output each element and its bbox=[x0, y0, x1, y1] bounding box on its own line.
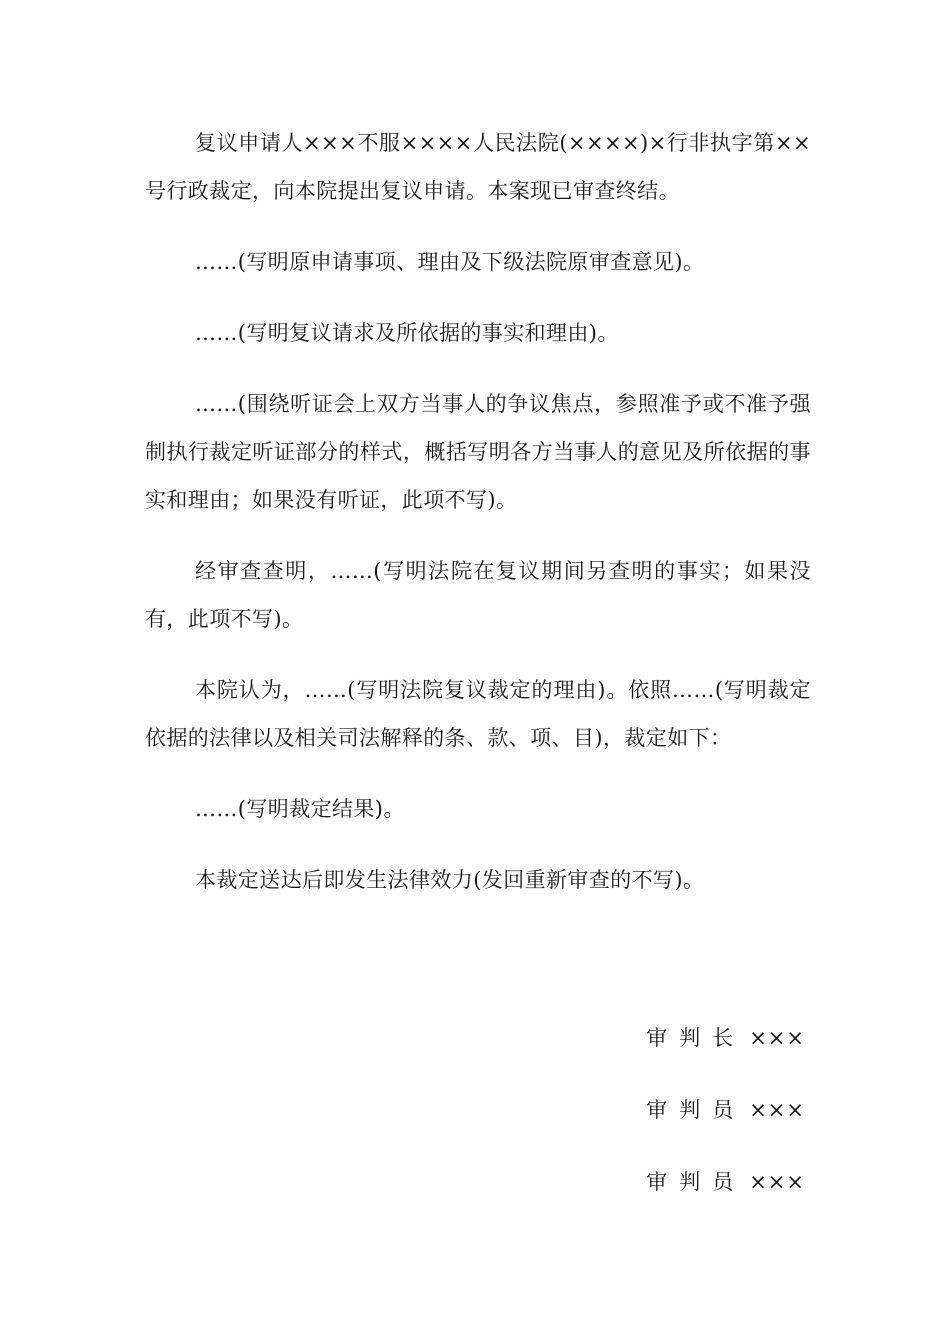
paragraph-facts-found: 经审查查明，……(写明法院在复议期间另查明的事实；如果没有，此项不写)。 bbox=[145, 559, 811, 631]
signature-name: ××× bbox=[749, 1098, 805, 1122]
paragraph-hearing-opinions: ……(围绕听证会上双方当事人的争议焦点，参照准予或不准予强制执行裁定听证部分的样式，概括写明各方当事人的意见及所依据的事实和理由；如果没有听证，此项不写)。 bbox=[145, 392, 811, 512]
paragraph-court-reasoning: 本院认为，……(写明法院复议裁定的理由)。依照……(写明裁定依据的法律以及相关司法解释的条、款、项、目)，裁定如下： bbox=[145, 678, 811, 750]
paragraph-legal-effect: 本裁定送达后即发生法律效力(发回重新审查的不写)。 bbox=[195, 868, 705, 892]
signature-judge-1 bbox=[646, 1086, 805, 1134]
signature-title: 审判长 bbox=[646, 1026, 746, 1050]
paragraph-review-application: 复议申请人×××不服××××人民法院(××××)×行非执字第××号行政裁定，向本院提出复议申请。本案现已审查终结。 bbox=[145, 131, 811, 203]
paragraph-original-application: ……(写明原申请事项、理由及下级法院原审查意见)。 bbox=[195, 250, 705, 274]
signature-name: ××× bbox=[749, 1026, 805, 1050]
signature-judge-2 bbox=[646, 1158, 805, 1206]
signature-title: 审判员 bbox=[646, 1170, 746, 1194]
signature-presiding-judge bbox=[646, 1014, 805, 1062]
signature-name: ××× bbox=[749, 1170, 805, 1194]
signature-block bbox=[646, 1014, 805, 1230]
signature-title: 审判员 bbox=[646, 1098, 746, 1122]
document-body bbox=[145, 119, 811, 927]
paragraph-ruling-result: ……(写明裁定结果)。 bbox=[195, 797, 405, 821]
paragraph-review-request: ……(写明复议请求及所依据的事实和理由)。 bbox=[195, 321, 619, 345]
